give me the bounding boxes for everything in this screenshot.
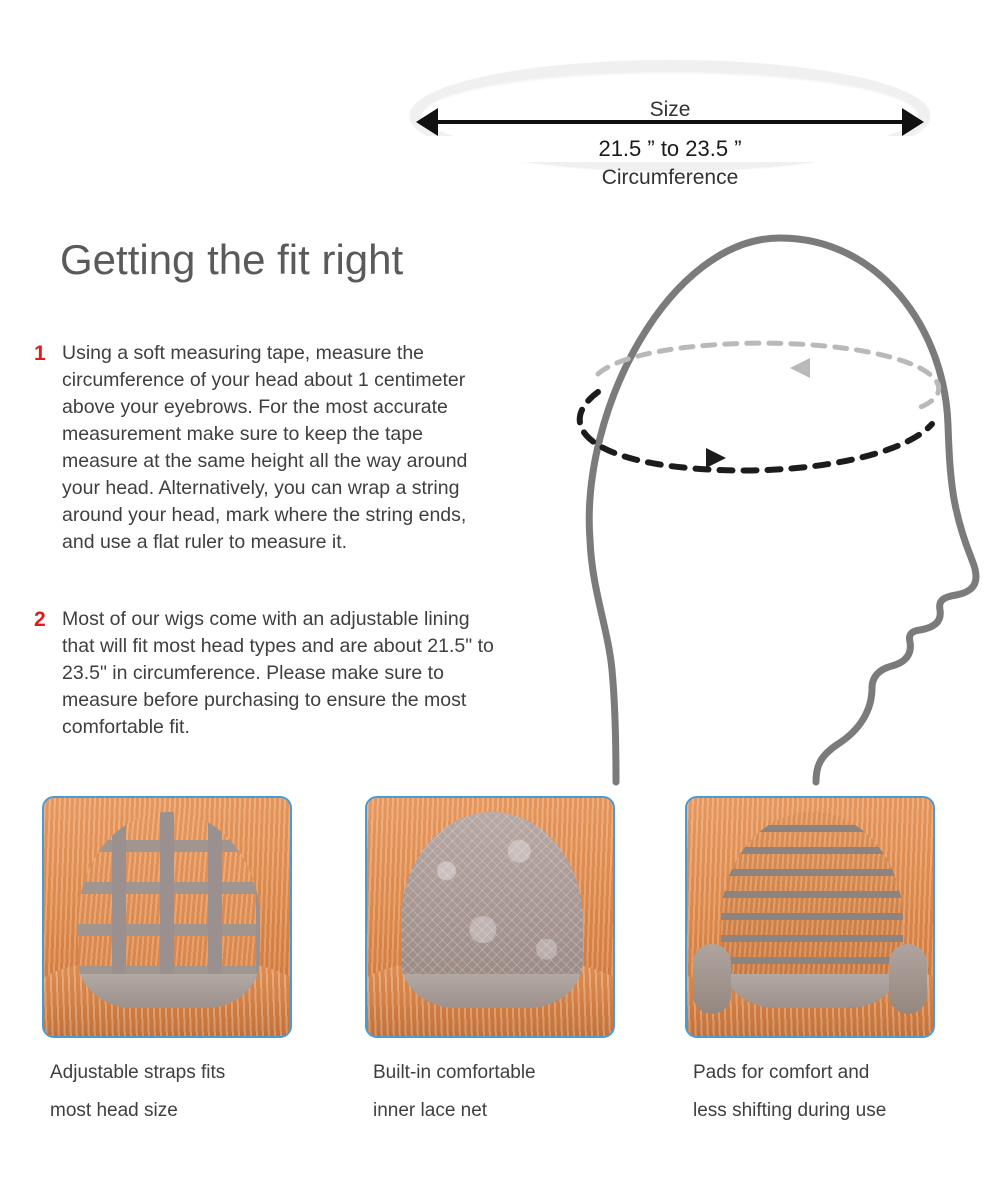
cap-dome <box>78 812 260 1008</box>
feature-caption <box>373 1054 615 1130</box>
feature-card-inner-lace-net <box>365 796 615 1130</box>
feature-card-adjustable-straps <box>42 796 292 1130</box>
feature-cards <box>0 796 1000 1156</box>
cap-dome <box>401 812 583 1008</box>
comfort-pad-left <box>693 944 731 1014</box>
size-measure-value: 21.5 ” to 23.5 ” <box>400 136 940 162</box>
page-title: Getting the fit right <box>60 236 404 283</box>
step-text: Most of our wigs come with an adjustable lining that will fit most head types and are about 21.5" to 23.5" in circumference. Please make sure to measure before purchasing to ensure the most comfortable fit. <box>62 608 494 738</box>
feature-caption-line2: inner lace net <box>373 1100 488 1121</box>
feature-caption-line2: most head size <box>50 1100 178 1121</box>
feature-card-comfort-pads <box>685 796 935 1130</box>
step-number: 2 <box>34 608 46 631</box>
wig-cap-comfort-pads-image <box>685 796 935 1038</box>
cap-rim <box>78 974 260 1008</box>
size-label: Size <box>649 98 691 121</box>
wig-cap-adjustable-straps-image <box>42 796 292 1038</box>
circumference-label: Circumference <box>601 166 739 189</box>
instruction-step-1 <box>34 340 494 556</box>
feature-caption <box>50 1054 292 1130</box>
head-profile-diagram <box>520 210 1000 790</box>
comfort-pad-right <box>889 944 927 1014</box>
cap-rim <box>401 974 583 1008</box>
cap-rim <box>721 974 903 1008</box>
step-text: Using a soft measuring tape, measure the circumference of your head about 1 centimeter above your eyebrows. For the most accurate measurement make sure to keep the tape measure at the same height all the way around your head. Alternatively, you can wrap a string around your head, mark where the string ends, and use a flat ruler to measure it. <box>62 342 468 553</box>
feature-caption <box>693 1054 935 1130</box>
feature-caption-line1: Built-in comfortable <box>373 1062 536 1083</box>
instruction-step-2 <box>34 606 494 741</box>
cap-dome <box>721 812 903 1008</box>
wig-cap-inner-lace-net-image <box>365 796 615 1038</box>
feature-caption-line1: Adjustable straps fits <box>50 1062 226 1083</box>
step-number: 1 <box>34 342 46 365</box>
feature-caption-line2: less shifting during use <box>693 1100 887 1121</box>
feature-caption-line1: Pads for comfort and <box>693 1062 870 1083</box>
size-ring-diagram <box>400 40 940 190</box>
